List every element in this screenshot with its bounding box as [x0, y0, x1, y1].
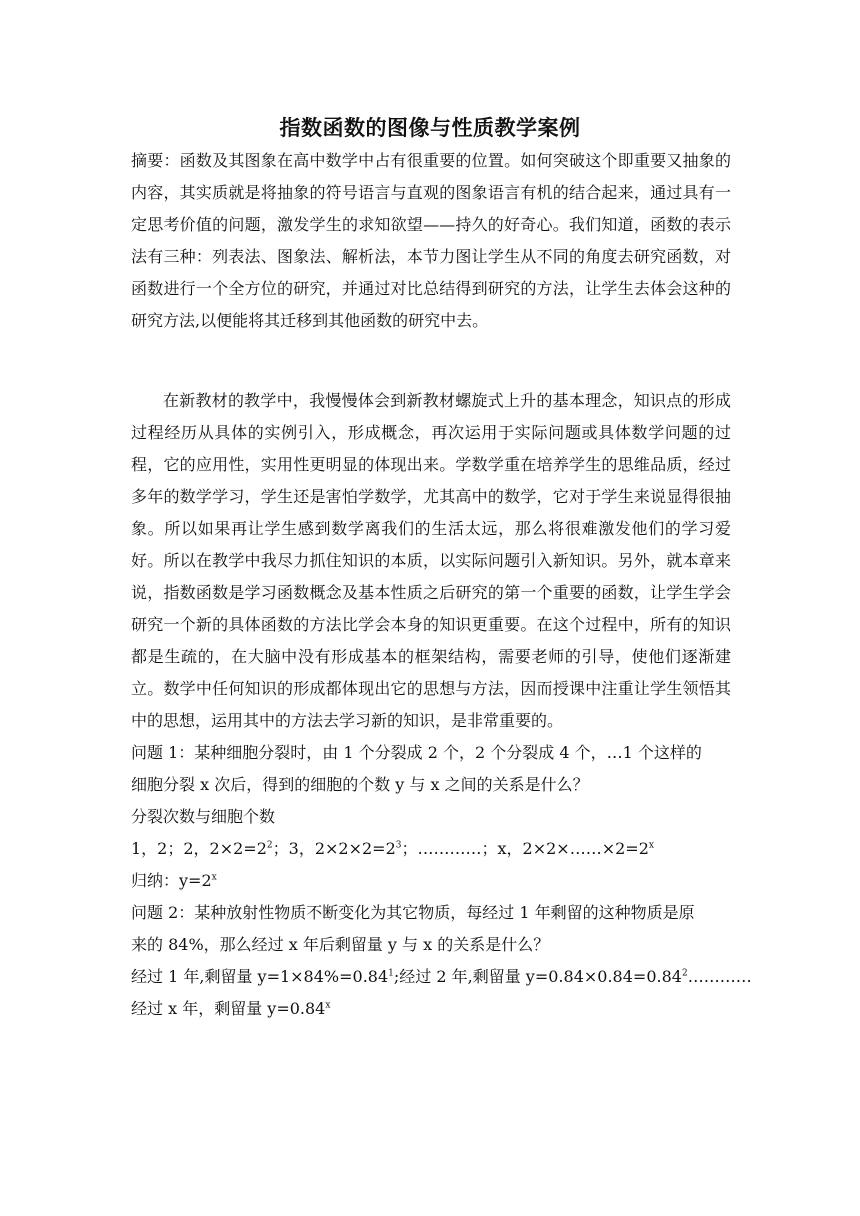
conclusion1-text: 归纳：y=2: [131, 871, 212, 890]
abstract-paragraph: 摘要：函数及其图象在高中数学中占有很重要的位置。如何突破这个即重要又抽象的内容，其实质就是将抽象的符号语言与直观的图象语言有机的结合起来，通过具有一定思考价值的问题，激发学生的求知欲望——持久的好奇心。我们知道，函数的表示法有三种：列表法、图象法、解析法，本节力图让学生从不同的角度去研究函数，对函数进行一个全方位的研究，并通过对比总结得到研究的方法，让学生去体会这种的研究方法,以便能将其迁移到其他函数的研究中去。: [131, 151, 731, 330]
decay-general-line: [131, 993, 731, 1025]
decay-part-c: …………: [687, 967, 752, 986]
document-title: 指数函数的图像与性质教学案例: [279, 116, 581, 140]
seq-part-a: 1，2；2，2×2=2: [131, 839, 267, 858]
decay-part-a: 经过 1 年,剩留量 y=1×84%=0.84: [131, 967, 389, 986]
decay-part-b: ;经过 2 年,剩留量 y=0.84×0.84=0.84: [393, 967, 682, 986]
decay-general-exp: x: [325, 1000, 331, 1011]
seq-exp-b: 3: [395, 840, 402, 851]
seq-exp-c: x: [648, 840, 654, 851]
conclusion1-exp: x: [211, 872, 217, 883]
decay-line: [131, 961, 752, 993]
table-header: 分裂次数与细胞个数: [131, 807, 276, 826]
decay-exp-a: 1: [388, 968, 394, 979]
problems-section: [131, 737, 752, 1025]
problem1-line1: 问题 1：某种细胞分裂时，由 1 个分裂成 2 个，2 个分裂成 4 个，…1 个这样的: [131, 743, 702, 762]
seq-part-c: ；…………；x，2×2×……×2=2: [401, 839, 649, 858]
sequence-line: [131, 833, 731, 865]
conclusion1-line: [131, 865, 731, 897]
seq-part-b: ；3，2×2×2=2: [272, 839, 396, 858]
intro-paragraph: 在新教材的教学中，我慢慢体会到新教材螺旋式上升的基本理念，知识点的形成过程经历从具体的实例引入，形成概念，再次运用于实际问题或具体数学问题的过程，它的应用性，实用性更明显的体现出来。学数学重在培养学生的思维品质，经过多年的数学学习，学生还是害怕学数学，尤其高中的数学，它对于学生来说显得很抽象。所以如果再让学生感到数学离我们的生活太远，那么将很难激发他们的学习爱好。所以在教学中我尽力抓住知识的本质，以实际问题引入新知识。另外，就本章来说，指数函数是学习函数概念及基本性质之后研究的第一个重要的函数，让学生学会研究一个新的具体函数的方法比学会本身的知识更重要。在这个过程中，所有的知识都是生疏的，在大脑中没有形成基本的框架结构，需要老师的引导，使他们逐渐建立。数学中任何知识的形成都体现出它的思想与方法，因而授课中注重让学生领悟其中的思想，运用其中的方法去学习新的知识，是非常重要的。: [131, 391, 731, 730]
problem1-line2: 细胞分裂 x 次后，得到的细胞的个数 y 与 x 之间的关系是什么？: [131, 775, 589, 794]
problem2-line1: 问题 2：某种放射性物质不断变化为其它物质，每经过 1 年剩留的这种物质是原: [131, 903, 695, 922]
decay-general-text: 经过 x 年，剩留量 y=0.84: [131, 999, 326, 1018]
seq-exp-a: 2: [266, 840, 273, 851]
decay-exp-b: 2: [681, 968, 688, 979]
problem2-line2: 来的 84%，那么经过 x 年后剩留量 y 与 x 的关系是什么？: [131, 935, 550, 954]
